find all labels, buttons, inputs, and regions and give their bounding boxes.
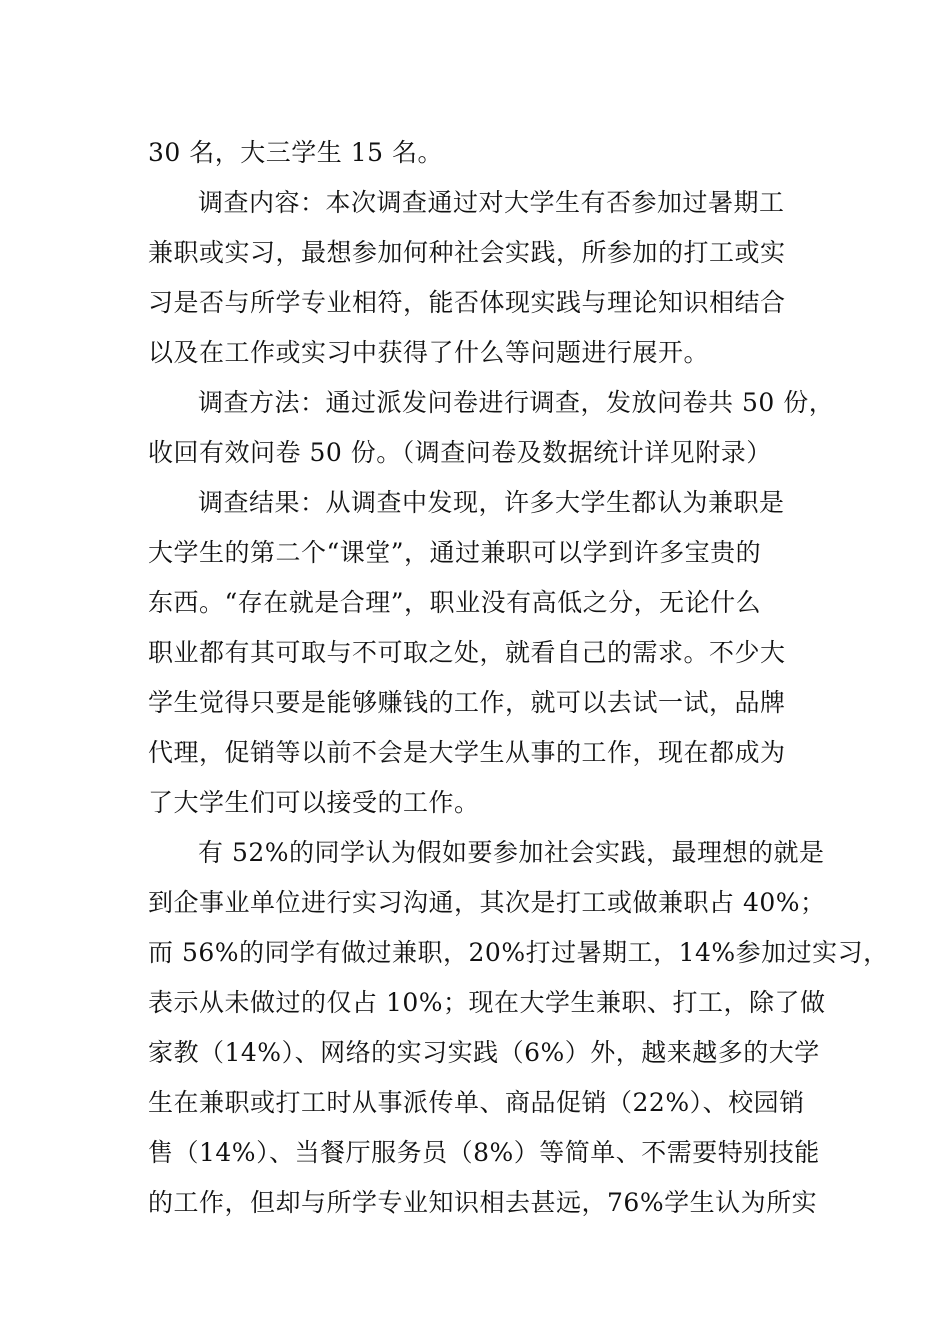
text-line: 表示从未做过的仅占 10%；现在大学生兼职、打工，除了做 bbox=[148, 988, 826, 1017]
text-line: 家教（14%）、网络的实习实践（6%）外，越来越多的大学 bbox=[148, 1038, 820, 1067]
text-line: 兼职或实习，最想参加何种社会实践，所参加的打工或实 bbox=[148, 238, 786, 267]
text-line: 售（14%）、当餐厅服务员（8%）等简单、不需要特别技能 bbox=[148, 1138, 820, 1167]
text-line: 调查方法：通过派发问卷进行调查，发放问卷共 50 份， bbox=[198, 388, 835, 417]
document-body bbox=[148, 128, 889, 1228]
text-line: 学生觉得只要是能够赚钱的工作，就可以去试一试，品牌 bbox=[148, 688, 786, 717]
text-line: 东西。“存在就是合理”，职业没有高低之分，无论什么 bbox=[148, 588, 762, 617]
text-line: 生在兼职或打工时从事派传单、商品促销（22%）、校园销 bbox=[148, 1088, 805, 1117]
text-line: 调查内容：本次调查通过对大学生有否参加过暑期工 bbox=[198, 188, 785, 217]
text-line: 职业都有其可取与不可取之处，就看自己的需求。不少大 bbox=[148, 638, 786, 667]
text-line: 30 名，大三学生 15 名。 bbox=[148, 138, 443, 167]
text-line: 调查结果：从调查中发现，许多大学生都认为兼职是 bbox=[198, 488, 785, 517]
text-line: 大学生的第二个“课堂”，通过兼职可以学到许多宝贵的 bbox=[148, 538, 762, 567]
text-line: 收回有效问卷 50 份。（调查问卷及数据统计详见附录） bbox=[148, 438, 772, 467]
text-line: 了大学生们可以接受的工作。 bbox=[148, 788, 480, 817]
text-line: 代理，促销等以前不会是大学生从事的工作，现在都成为 bbox=[148, 738, 786, 767]
text-line: 的工作，但却与所学专业知识相去甚远，76%学生认为所实 bbox=[148, 1188, 818, 1217]
text-line: 到企事业单位进行实习沟通，其次是打工或做兼职占 40%； bbox=[148, 888, 826, 917]
text-line: 习是否与所学专业相符，能否体现实践与理论知识相结合 bbox=[148, 288, 786, 317]
text-line: 有 52%的同学认为假如要参加社会实践，最理想的就是 bbox=[198, 838, 825, 867]
text-line: 而 56%的同学有做过兼职，20%打过暑期工，14%参加过实习， bbox=[148, 938, 889, 967]
text-line: 以及在工作或实习中获得了什么等问题进行展开。 bbox=[148, 338, 710, 367]
